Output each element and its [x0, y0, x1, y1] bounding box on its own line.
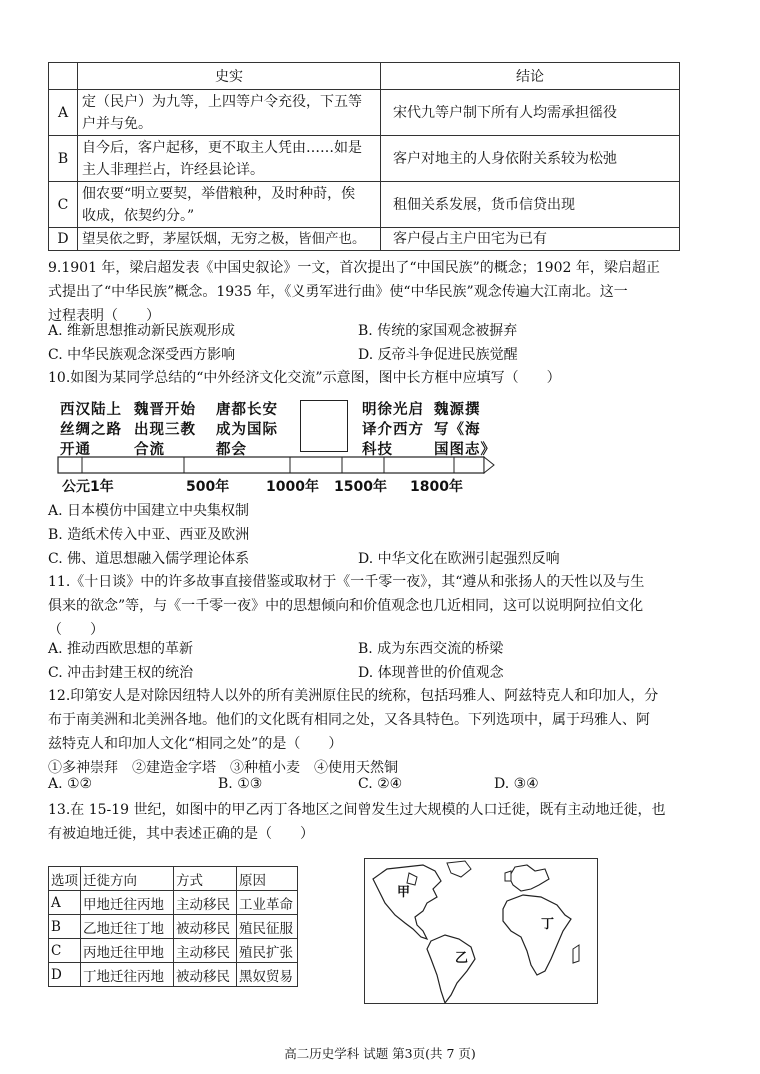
cell: 黑奴贸易 — [237, 963, 298, 987]
cell: 殖民征服 — [237, 915, 298, 939]
event-line: 国图志》 — [434, 442, 496, 458]
row-key: A — [49, 90, 78, 136]
cell: B — [49, 915, 81, 939]
cell: D — [49, 963, 81, 987]
q9-option-b[interactable]: B. 传统的家国观念被摒弃 — [358, 323, 518, 339]
fact-line: 佃农要“明立要契，举借粮种，及时种莳，俟 — [82, 185, 356, 202]
timeline-event — [362, 400, 424, 460]
event-line: 魏源撰 — [434, 402, 481, 418]
q12-option-b[interactable]: B. ①③ — [218, 776, 263, 792]
event-line: 唐都长安 — [216, 402, 278, 418]
event-line: 写《海 — [434, 422, 481, 438]
migration-table — [48, 866, 298, 987]
q9-line: 9.1901 年，梁启超发表《中国史叙论》一文，首次提出了“中国民族”的概念；1902 年，梁启超正 — [48, 260, 660, 276]
fact-line: 自今后，客户起移，更不取主人凭由……如是 — [82, 139, 362, 156]
fact-line: 户并与免。 — [82, 115, 152, 132]
timeline-event — [134, 400, 196, 460]
map-label-ding: 丁 — [541, 917, 555, 932]
q10-option-d[interactable]: D. 中华文化在欧洲引起强烈反响 — [358, 551, 560, 567]
event-line: 出现三教 — [134, 422, 196, 438]
q10-option-c[interactable]: C. 佛、道思想融入儒学理论体系 — [48, 551, 250, 567]
q11-option-b[interactable]: B. 成为东西交流的桥梁 — [358, 641, 504, 657]
answer-blank-box — [300, 400, 348, 452]
table-row — [49, 963, 298, 987]
event-line: 译介西方 — [362, 422, 424, 438]
timeline-bar — [52, 455, 498, 477]
table-row — [49, 228, 680, 251]
cell: 丁地迁往丙地 — [81, 963, 174, 987]
q12-line: ①多神崇拜 ②建造金字塔 ③种植小麦 ④使用天然铜 — [48, 760, 398, 776]
map-label-jia: 甲 — [397, 885, 411, 900]
cell: 殖民扩张 — [237, 939, 298, 963]
q12-line: 兹特克人和印加人文化“相同之处”的是（ ） — [48, 736, 343, 752]
cell: 被动移民 — [174, 915, 237, 939]
fact-line: 定（民户）为九等，上四等户令充役，下五等 — [82, 93, 362, 110]
event-line: 明徐光启 — [362, 402, 424, 418]
timeline-label: 500年 — [186, 479, 230, 495]
map-label-yi: 乙 — [455, 951, 469, 966]
q11-line: （ ） — [48, 622, 104, 638]
table-row — [49, 915, 298, 939]
q9-option-c[interactable]: C. 中华民族观念深受西方影响 — [48, 347, 236, 363]
q9-line: 过程表明（ ） — [48, 308, 160, 324]
q11-stem — [48, 570, 712, 642]
q12-stem — [48, 684, 712, 780]
event-line: 都会 — [216, 442, 247, 458]
cell: 工业革命 — [237, 891, 298, 915]
row-conclusion: 租佃关系发展，货币信贷出现 — [381, 182, 680, 228]
row-key: B — [49, 136, 78, 182]
q9-option-a[interactable]: A. 维新思想推动新民族观形成 — [48, 323, 236, 339]
q10-option-a[interactable]: A. 日本模仿中国建立中央集权制 — [48, 503, 250, 519]
cell: 甲地迁往丙地 — [81, 891, 174, 915]
q13-line: 13.在 15-19 世纪，如图中的甲乙丙丁各地区之间曾发生过大规模的人口迁徙，既有主动地迁徙，也 — [48, 802, 666, 818]
row-conclusion: 客户侵占主户田宅为已有 — [381, 228, 680, 251]
col-header: 方式 — [174, 867, 237, 891]
event-line: 魏晋开始 — [134, 402, 196, 418]
q11-option-a[interactable]: A. 推动西欧思想的革新 — [48, 641, 194, 657]
cell: 主动移民 — [174, 939, 237, 963]
q11-line: 11.《十日谈》中的许多故事直接借鉴或取材于《一千零一夜》，其“遵从和张扬人的天性以及与生 — [48, 574, 645, 590]
row-conclusion: 客户对地主的人身依附关系较为松弛 — [381, 136, 680, 182]
table-header-conclusion: 结论 — [381, 63, 680, 90]
timeline-label: 1500年 — [334, 479, 387, 495]
timeline-event — [434, 400, 496, 460]
event-line: 开通 — [60, 442, 91, 458]
event-line: 科技 — [362, 442, 393, 458]
event-line: 合流 — [134, 442, 165, 458]
fact-line: 主人非理拦占，许经县论详。 — [82, 161, 264, 178]
world-map — [364, 858, 598, 1004]
q12-option-d[interactable]: D. ③④ — [494, 776, 539, 792]
q12-line: 12.印第安人是对除因纽特人以外的所有美洲原住民的统称，包括玛雅人、阿兹特克人和印加人，分 — [48, 688, 659, 704]
page-footer: 高二历史学科 试题 第3页(共 7 页) — [284, 1046, 476, 1061]
q10-stem: 10.如图为某同学总结的“中外经济文化交流”示意图，图中长方框中应填写（ ） — [48, 370, 561, 386]
fact-line: 收成，依契约分。” — [82, 207, 195, 224]
event-line: 成为国际 — [216, 422, 278, 438]
q12-line: 布于南美洲和北美洲各地。他们的文化既有相同之处，又各具特色。下列选项中，属于玛雅人、阿 — [48, 712, 650, 728]
q11-line: 俱来的欲念”等，与《一千零一夜》中的思想倾向和价值观念也几近相同，这可以说明阿拉伯文化 — [48, 598, 644, 614]
q11-option-d[interactable]: D. 体现普世的价值观念 — [358, 665, 504, 681]
q9-line: 式提出了“中华民族”概念。1935 年，《义勇军进行曲》使“中华民族”观念传遍大江南北。这一 — [48, 284, 628, 300]
timeline-event — [216, 400, 278, 460]
col-header: 迁徙方向 — [81, 867, 174, 891]
q9-stem — [48, 256, 712, 328]
col-header: 选项 — [49, 867, 81, 891]
q13-stem — [48, 798, 712, 846]
row-fact: 望昊依之野，茅屋饫烟，无穷之极，皆佃产也。 — [78, 228, 381, 251]
row-conclusion: 宋代九等户制下所有人均需承担徭役 — [381, 90, 680, 136]
q11-option-c[interactable]: C. 冲击封建王权的统治 — [48, 665, 194, 681]
history-table — [48, 62, 680, 251]
q12-option-a[interactable]: A. ①② — [48, 776, 93, 792]
table-header-blank — [49, 63, 78, 90]
row-fact — [78, 182, 381, 228]
q10-option-b[interactable]: B. 造纸术传入中亚、西亚及欧洲 — [48, 527, 250, 543]
cell: C — [49, 939, 81, 963]
table-row — [49, 182, 680, 228]
q12-option-c[interactable]: C. ②④ — [358, 776, 403, 792]
timeline-event — [60, 400, 122, 460]
table-row — [49, 136, 680, 182]
row-key: D — [49, 228, 78, 251]
row-key: C — [49, 182, 78, 228]
cell: 主动移民 — [174, 891, 237, 915]
event-line: 丝绸之路 — [60, 422, 122, 438]
table-row — [49, 939, 298, 963]
q9-option-d[interactable]: D. 反帝斗争促进民族觉醒 — [358, 347, 518, 363]
row-fact — [78, 136, 381, 182]
cell: 乙地迁往丁地 — [81, 915, 174, 939]
cell: 丙地迁往甲地 — [81, 939, 174, 963]
table-header-fact: 史实 — [78, 63, 381, 90]
cell: 被动移民 — [174, 963, 237, 987]
q13-line: 有被迫地迁徙，其中表述正确的是（ ） — [48, 826, 314, 842]
timeline-label: 公元1年 — [62, 479, 114, 495]
table-row — [49, 891, 298, 915]
table-header-row — [49, 867, 298, 891]
timeline-label: 1000年 — [266, 479, 319, 495]
col-header: 原因 — [237, 867, 298, 891]
row-fact — [78, 90, 381, 136]
table-header-row — [49, 63, 680, 90]
event-line: 西汉陆上 — [60, 402, 122, 418]
timeline-label: 1800年 — [410, 479, 463, 495]
cell: A — [49, 891, 81, 915]
table-row — [49, 90, 680, 136]
